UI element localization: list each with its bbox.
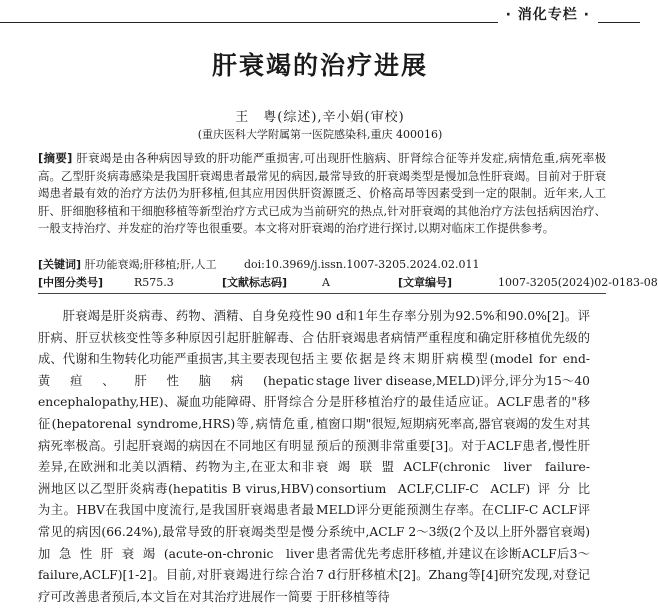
doc-code-value: A: [322, 276, 330, 289]
body-left-column: [38, 306, 314, 608]
article-title: 肝衰竭的治疗进展: [211, 51, 428, 80]
body-right-paragraph: 90 d和1年生存率分别为92.5%和90.0%[2]。评估肝衰竭患者病情严重程度和确定肝移植优先级的主要依据是终末期肝病模型(model for end-stage liver disease,MELD)评分,评分为15～40分是肝移植治疗的最佳适应证。ACLF患者的"移植窗口期"很短,短期病死率高,器官衰竭的发生对其预后的预测非常重要[3]。对于ACLF患者,慢性肝衰竭联盟ACLF(chronic liver failure-consortium ACLF,CLIF-C ACLF)评分比MELD评分更能预测生存率。在CLIF-C ACLF评分系统中,ACLF 2～3级(2个及以上肝外器官衰竭)患者需优先考虑肝移植,并建议在诊断ACLF后3～7 d行肝移植术[2]。Zhang等[4]研究发现,对登记于肝移植等待: [316, 309, 590, 604]
doi-text: doi:10.3969/j.issn.1007-3205.2024.02.011: [243, 258, 480, 271]
doc-code-label: [文献标志码]: [222, 276, 288, 289]
article-no-value: 1007-3205(2024)02-0183-08: [498, 276, 658, 289]
article-no-label: [文章编号]: [398, 276, 453, 289]
keywords: [38, 256, 606, 272]
body-left-paragraph: 肝衰竭是肝炎病毒、药物、酒精、自身免疫性肝病、肝豆状核变性等多种原因引起肝脏解毒、合成、代谢和生物转化功能严重损害,其主要表现包括黄疸、肝性脑病(hepatic encephalopathy,HE)、凝血功能障碍、肝肾综合征(hepatorenal syndrome,HRS)等,病情危重,病死率极高。引起肝衰竭的病因在不同地区有明显差异,在欧洲和北美以酒精、药物为主,在亚太和非洲地区以乙型肝炎病毒(hepatitis B virus,HBV)为主。HBV在我国中度流行,是我国肝衰竭患者最常见的病因(66.24%),最常导致的肝衰竭类型是慢加急性肝衰竭(acute-on-chronic liver failure,ACLF)[1-2]。目前,对肝衰竭进行综合治疗可改善患者预后,本文旨在对其治疗进展作一简要: [38, 309, 314, 604]
abstract-text: 肝衰竭是由各种病因导致的肝功能严重损害,可出现肝性脑病、肝肾综合征等并发症,病情危重,病死率极高。乙型肝炎病毒感染是我国肝衰竭患者最常见的病因,最常导致的肝衰竭类型是慢加急性肝衰竭。目前对于肝衰竭患者最有效的治疗方法仍为肝移植,但其应用因供肝资源匮乏、价格高昂等因素受到一定的限制。近年来,人工肝、肝细胞移植和干细胞移植等新型治疗方式已成为当前研究的热点,针对肝衰竭的其他治疗方法包括病因治疗、一般支持治疗、并发症的治疗等也很重要。本文将对肝衰竭的治疗进行探讨,以期对临床工作提供参考。: [38, 151, 606, 235]
article-affiliation: (重庆医科大学附属第一医院感染科,重庆 400016): [197, 128, 443, 141]
clc-value: R575.3: [134, 276, 174, 289]
keywords-text: 肝功能衰竭;肝移植;肝,人工: [84, 258, 217, 271]
keywords-label: [关键词]: [38, 258, 82, 271]
article-authors: 王 粤(综述),辛小娟(审校): [235, 110, 405, 125]
meta-rule: [38, 293, 606, 294]
abstract-label: [摘要]: [38, 151, 73, 165]
clc-label: [中图分类号]: [38, 276, 104, 289]
body-right-column: [316, 306, 590, 608]
abstract: [38, 150, 606, 238]
section-tag: · 消化专栏 ·: [498, 4, 598, 24]
article-meta: [38, 274, 658, 290]
